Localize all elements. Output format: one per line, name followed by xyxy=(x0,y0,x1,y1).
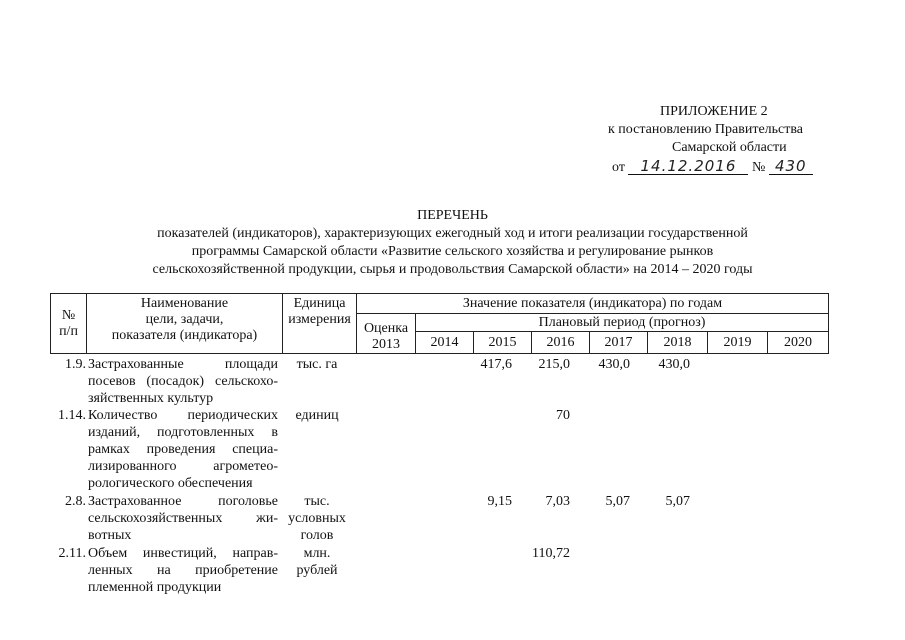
header-year-2019: 2019 xyxy=(708,332,768,354)
row-number: 1.9. xyxy=(65,357,86,372)
row-value-2015: 417,6 xyxy=(480,357,512,372)
document-heading: ПЕРЕЧЕНЬ xyxy=(417,208,488,223)
header-estimate: Оценка 2013 xyxy=(357,314,416,354)
row-number: 1.14. xyxy=(58,408,86,423)
row-value-2018: 430,0 xyxy=(658,357,690,372)
row-value-2016: 110,72 xyxy=(532,546,570,561)
header-year-2018: 2018 xyxy=(648,332,708,354)
header-number: № п/п xyxy=(51,294,87,354)
row-value-2016: 70 xyxy=(556,408,570,423)
number-label: № xyxy=(751,160,766,175)
appendix-date-number-line xyxy=(612,158,813,177)
row-value-2018: 5,07 xyxy=(665,494,690,509)
row-number: 2.11. xyxy=(58,546,86,561)
row-indicator-name: Застрахованное поголовье сельскохозяйственных жи- вотных xyxy=(88,494,278,543)
header-year-2014: 2014 xyxy=(416,332,474,354)
row-indicator-name: Застрахованные площади посевов (посадок) сельскохо- зяйственных культур xyxy=(88,357,278,406)
header-year-2015: 2015 xyxy=(474,332,532,354)
header-name: Наименование цели, задачи, показателя (индикатора) xyxy=(87,294,283,354)
row-value-2016: 215,0 xyxy=(538,357,570,372)
appendix-line-resolution: к постановлению Правительства xyxy=(608,122,804,137)
row-unit: единиц xyxy=(295,408,339,423)
indicators-table-header xyxy=(50,293,829,354)
header-values-by-year: Значение показателя (индикатора) по годам xyxy=(357,294,829,314)
handwritten-date: 14.12.2016 xyxy=(628,158,748,175)
header-year-2020: 2020 xyxy=(768,332,829,354)
row-number: 2.8. xyxy=(65,494,86,509)
handwritten-number: 430 xyxy=(769,158,813,175)
from-label: от xyxy=(612,160,625,175)
header-year-2016: 2016 xyxy=(532,332,590,354)
header-year-2017: 2017 xyxy=(590,332,648,354)
header-plan-period: Плановый период (прогноз) xyxy=(416,314,829,332)
row-unit: тыс. га xyxy=(296,357,338,372)
row-indicator-name: Количество периодических изданий, подготовленных в рамках проведения специа- лизированного агрометео- рологического обеспечения xyxy=(88,408,278,491)
document-subtitle-line-3: сельскохозяйственной продукции, сырья и продовольствия Самарской области» на 2014 – 2020 годы xyxy=(152,262,753,277)
document-subtitle-line-1: показателей (индикаторов), характеризующих ежегодный ход и итоги реализации государственной xyxy=(157,226,748,241)
appendix-title: ПРИЛОЖЕНИЕ 2 xyxy=(660,104,768,119)
document-subtitle-line-2: программы Самарской области «Развитие сельского хозяйства и регулирование рынков xyxy=(191,244,714,259)
appendix-line-region: Самарской области xyxy=(672,140,787,155)
row-value-2017: 5,07 xyxy=(605,494,630,509)
row-unit: тыс. условных голов xyxy=(288,494,346,543)
row-value-2016: 7,03 xyxy=(545,494,570,509)
row-value-2015: 9,15 xyxy=(487,494,512,509)
header-unit: Единица измерения xyxy=(283,294,357,354)
row-indicator-name: Объем инвестиций, направ- ленных на приобретение племенной продукции xyxy=(88,546,278,595)
row-unit: млн. рублей xyxy=(296,546,338,578)
row-value-2017: 430,0 xyxy=(598,357,630,372)
